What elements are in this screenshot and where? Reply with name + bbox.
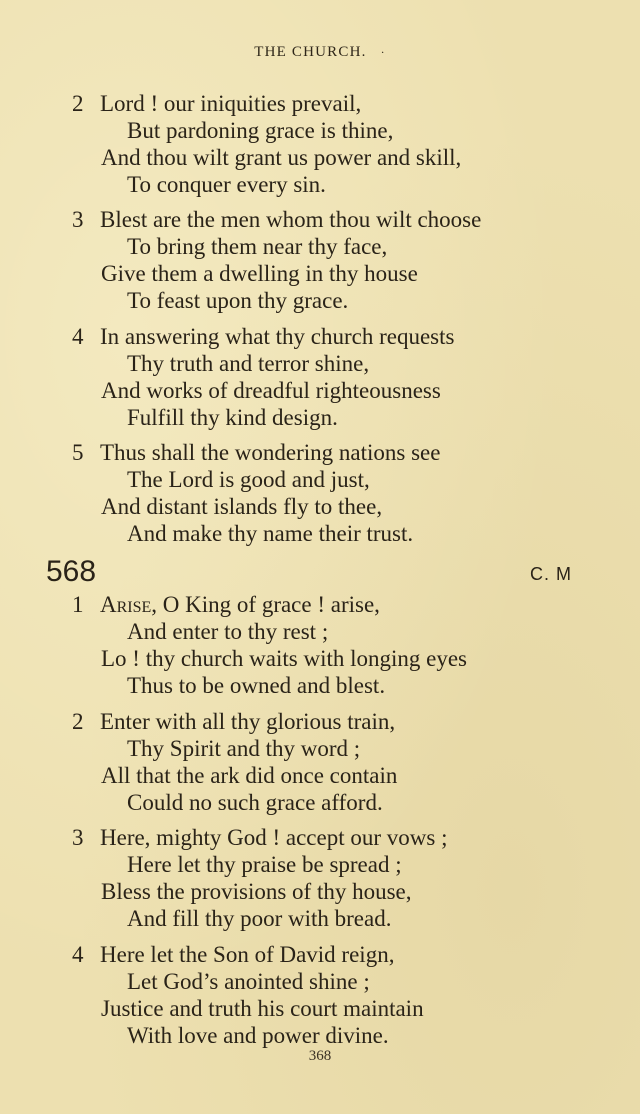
stanza-number: 4 [72, 942, 84, 967]
stanza-line: Thus to be owned and blest. [127, 673, 386, 698]
stanza-567-5 [0, 439, 600, 547]
stanza-line: All that the ark did once contain [101, 763, 398, 788]
running-head-mark: · [380, 45, 386, 59]
stanza-line: Lo ! thy church waits with longing eyes [101, 646, 468, 671]
stanza-line: Fulfill thy kind design. [127, 405, 338, 430]
stanza-line: 4 In answering what thy church requests [72, 324, 455, 349]
stanza-567-2 [0, 90, 600, 198]
stanza-line: 3 Blest are the men whom thou wilt choose [72, 207, 482, 232]
stanza-568-2 [0, 708, 600, 816]
stanza-line: 3 Here, mighty God ! accept our vows ; [72, 825, 448, 850]
running-head-title: THE CHURCH. [254, 44, 367, 60]
stanza-number: 3 [72, 825, 84, 850]
stanza-number: 3 [72, 207, 84, 232]
stanza-line: To feast upon thy grace. [127, 288, 349, 313]
stanza-line: Thy Spirit and thy word ; [127, 736, 361, 761]
stanza-567-3 [0, 206, 600, 314]
stanza-line: And distant islands fly to thee, [101, 494, 383, 519]
stanza-line: And make thy name their trust. [127, 521, 414, 546]
stanza-number: 4 [72, 324, 84, 349]
stanza-line: Here let thy praise be spread ; [127, 852, 402, 877]
stanza-line: 5 Thus shall the wondering nations see [72, 440, 441, 465]
stanza-line: Thy truth and terror shine, [127, 351, 370, 376]
stanza-line: 4 Here let the Son of David reign, [72, 942, 395, 967]
stanza-line: And fill thy poor with bread. [127, 906, 392, 931]
stanza-number: 2 [72, 709, 84, 734]
hymn-header-568 [46, 556, 572, 590]
stanza-567-4 [0, 323, 600, 431]
stanza-568-3 [0, 824, 600, 932]
running-head [0, 44, 640, 61]
stanza-line: Give them a dwelling in thy house [101, 261, 418, 286]
stanza-line: And works of dreadful righteousness [101, 378, 441, 403]
stanza-line: Justice and truth his court maintain [101, 996, 424, 1021]
stanza-line: To bring them near thy face, [127, 234, 388, 259]
stanza-568-4 [0, 941, 600, 1049]
stanza-line: And thou wilt grant us power and skill, [101, 145, 462, 170]
stanza-line: The Lord is good and just, [127, 467, 370, 492]
stanza-line: 2 Lord ! our iniquities prevail, [72, 91, 362, 116]
stanza-line: Could no such grace afford. [127, 790, 383, 815]
stanza-number: 2 [72, 91, 84, 116]
hymn-number: 568 [46, 555, 97, 588]
stanza-line: But pardoning grace is thine, [127, 118, 394, 143]
stanza-568-1 [0, 591, 600, 699]
stanza-line: And enter to thy rest ; [127, 619, 329, 644]
page-number: 368 [308, 1048, 332, 1064]
stanza-number: 5 [72, 440, 84, 465]
first-word-smallcaps: Arise, [100, 592, 158, 617]
stanza-line: To conquer every sin. [127, 172, 326, 197]
stanza-line: Let God’s anointed shine ; [127, 969, 370, 994]
stanza-line: 2 Enter with all thy glorious train, [72, 709, 396, 734]
stanza-number: 1 [72, 592, 84, 617]
stanza-line: Bless the provisions of thy house, [101, 879, 412, 904]
stanza-line: With love and power divine. [127, 1023, 389, 1048]
stanza-line: 1 Arise, O King of grace ! arise, [72, 592, 380, 617]
hymn-meter: C. M [530, 564, 572, 584]
